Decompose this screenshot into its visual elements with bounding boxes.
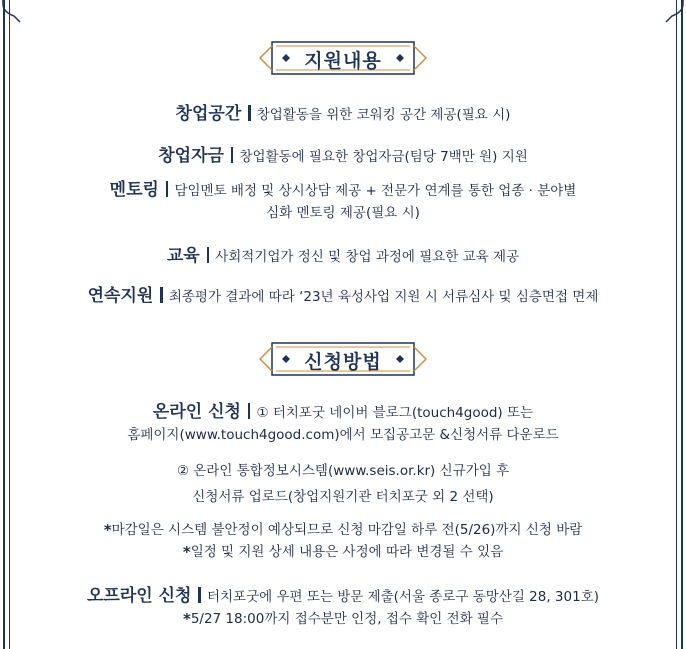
item-head: 창업자금 [158,146,224,166]
item-head: 멘토링 [109,180,159,200]
divider-bar [231,147,234,163]
support-item-continuation [0,281,686,306]
support-item-mentoring [0,179,686,224]
item-text: 창업활동에 필요한 창업자금(팀당 7백만 원) 지원 [239,149,528,165]
item-text: 담임멘토 배정 및 상시상담 제공 + 전문가 연계를 통한 업종 · 분야별 [174,183,577,199]
note-text: 5/27 18:00까지 접수분만 인정, 접수 확인 전화 필수 [190,611,504,627]
item-text: 터치포굿에 우편 또는 방문 제출(서울 종로구 동망산길 28, 301호) [206,589,599,605]
item-head: 교육 [166,246,200,266]
item-head: 연속지원 [87,286,154,306]
item-text-cont: 홈페이지(www.touch4good.com)에서 모집공고문 &신청서류 다운로드 [127,427,559,443]
corner-ornament-left [0,0,24,24]
item-text-cont: 신청서류 업로드(창업지원기관 터치포굿 외 2 선택) [192,489,494,505]
apply-online-step2 [0,460,686,508]
item-head: 온라인 신청 [152,402,241,422]
corner-ornament-right [662,0,686,24]
divider-bar [160,287,163,303]
note-text: 일정 및 지원 상세 내용은 사정에 따라 변경될 수 있음 [190,544,504,560]
item-text: 최종평가 결과에 따라 ‘23년 육성사업 지원 시 서류심사 및 심층면접 면제 [168,289,599,305]
asterisk-icon: * [182,610,191,628]
item-text: ① 터치포굿 네이버 블로그(touch4good) 또는 [256,405,534,421]
section-title-support [258,38,428,78]
asterisk-icon: * [103,521,112,539]
divider-bar [207,247,210,263]
item-head: 오프라인 신청 [87,586,192,606]
item-text: ② 온라인 통합정보시스템(www.seis.or.kr) 신규가입 후 [176,463,510,479]
support-item-education [0,241,686,266]
support-item-space [0,99,686,124]
section-title-text: 지원내용 [304,50,382,72]
asterisk-icon: * [182,543,191,561]
item-text: 사회적기업가 정신 및 창업 과정에 필요한 교육 제공 [215,249,520,265]
divider-bar [248,105,251,121]
apply-online-notes [0,519,686,563]
item-text-cont: 심화 멘토링 제공(필요 시) [266,205,420,221]
section-title-text: 신청방법 [304,351,382,373]
section-title-apply [258,339,428,379]
apply-online [0,401,686,446]
divider-bar [166,181,169,197]
divider-bar [198,587,201,603]
note-text: 마감일은 시스템 불안정이 예상되므로 신청 마감일 하루 전(5/26)까지 신청 바람 [111,522,583,538]
apply-offline [0,585,686,630]
item-head: 창업공간 [175,104,242,124]
support-item-funding [0,141,686,166]
item-text: 창업활동을 위한 코워킹 공간 제공(필요 시) [256,107,511,123]
divider-bar [248,403,251,419]
